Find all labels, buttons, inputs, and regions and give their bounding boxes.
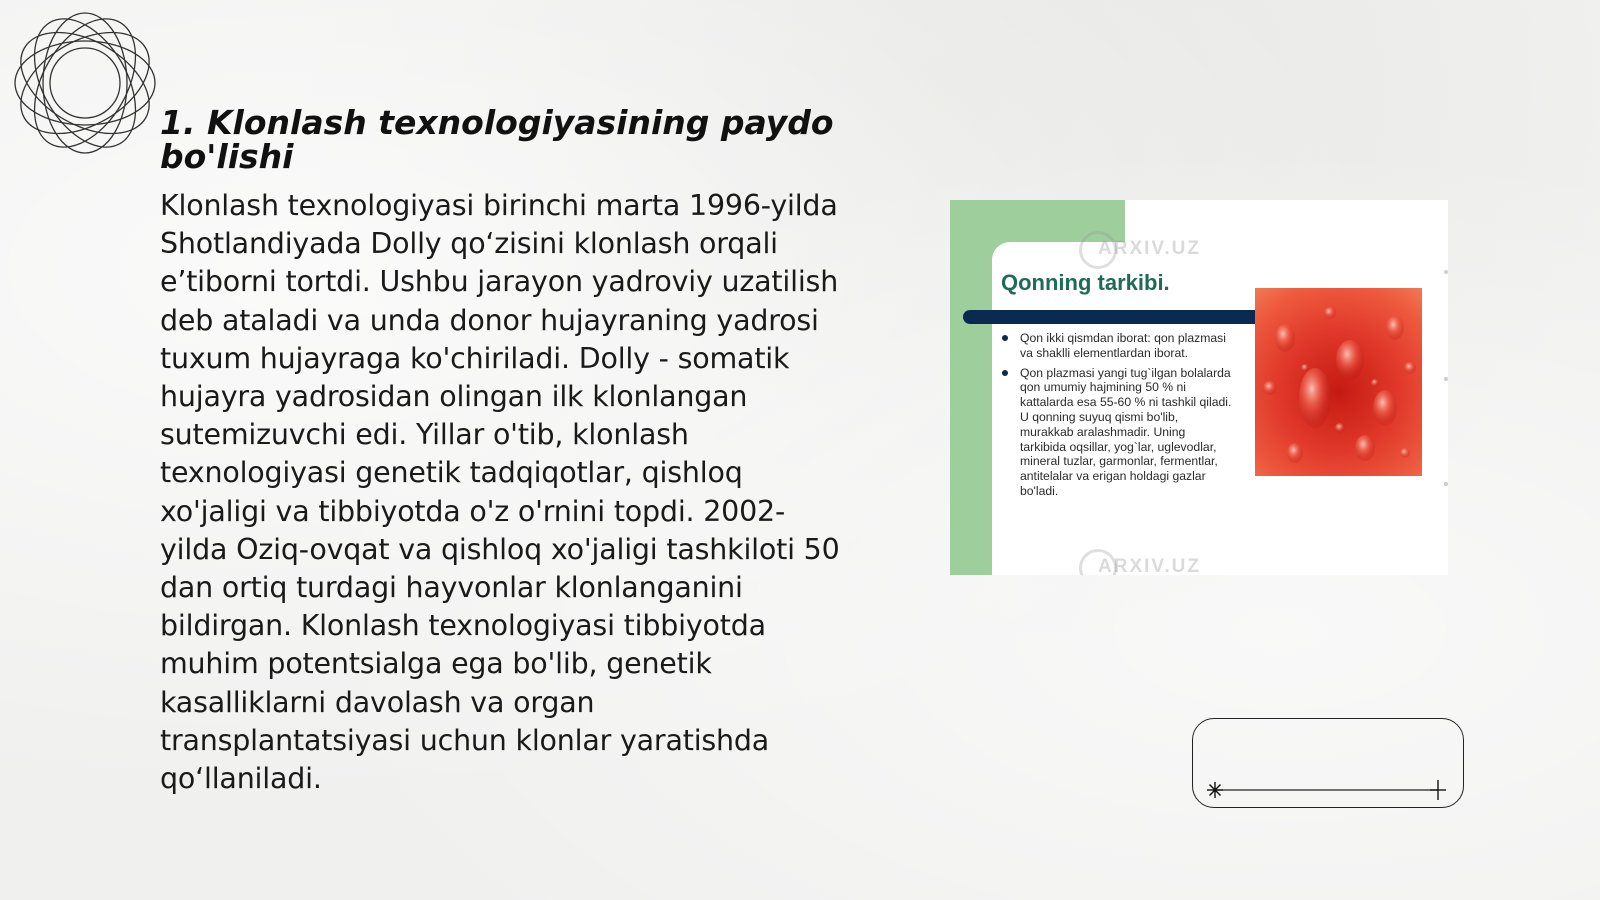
plus-star-icon xyxy=(1430,780,1446,800)
decorative-frame xyxy=(1192,718,1464,808)
slide-edge-dot xyxy=(1444,270,1448,274)
slide-bullet-item xyxy=(1002,366,1234,499)
bullet-dot-icon xyxy=(1002,335,1008,341)
slide-bullet-text: Qon plazmasi yangi tug`ilgan bolalarda qon umumiy hajmining 50 % ni kattalarda esa 55-60 % ni tashkil qiladi. U qonning suyuq qismi bo'lib, murakkab aralashmadir. Uning tarkibida oqsillar, yog`lar, uglevodlar, mineral tuzlar, garmonlar, fermentlar, antitelalar va erigan holdagi gazlar bo'ladi. xyxy=(1020,365,1232,498)
slide-title-bar xyxy=(963,310,1268,324)
page-title: 1. Klonlash texnologiyasining paydo bo'lishi xyxy=(160,103,834,176)
slide-bullet-text: Qon ikki qismdan iborat: qon plazmasi va shaklli elementlardan iborat. xyxy=(1020,331,1226,360)
embedded-slide-image xyxy=(950,200,1448,575)
bullet-dot-icon xyxy=(1002,370,1008,376)
slide-bullet-item xyxy=(1002,331,1234,361)
slide-watermark: ARXIV.UZ xyxy=(1098,238,1201,259)
blood-cells-photo xyxy=(1255,288,1422,476)
slide-edge-dot xyxy=(1444,377,1448,381)
frame-line-decoration xyxy=(1193,719,1465,809)
slide-title: Qonning tarkibi. xyxy=(1001,270,1170,295)
slide-bullet-list xyxy=(1002,331,1234,504)
sparkle-star-icon xyxy=(1207,782,1223,798)
concentric-rings-ornament-icon xyxy=(10,8,160,158)
body-paragraph: Klonlash texnologiyasi birinchi marta 1996-yilda Shotlandiyada Dolly qo‘zisini klonlash orqali e’tiborni tortdi. Ushbu jarayon yadroviy uzatilish deb ataladi va unda donor hujayraning yadrosi tuxum hujayraga ko'chiriladi. Dolly - somatik hujayra yadrosidan olingan ilk klonlangan sutemizuvchi edi. Yillar o'tib, klonlash texnologiyasi genetik tadqiqotlar, qishloq xo'jaligi va tibbiyotda o'z o'rnini topdi. 2002-yilda Oziq-ovqat va qishloq xo'jaligi tashkiloti 50 dan ortiq turdagi hayvonlar klonlanganini bildirgan. Klonlash texnologiyasi tibbiyotda muhim potentsialga ega bo'lib, genetik kasalliklarni davolash va organ transplantatsiyasi uchun klonlar yaratishda qo‘llaniladi. xyxy=(160,189,840,796)
slide-edge-dot xyxy=(1444,482,1448,486)
blood-cells-illustration xyxy=(1255,288,1422,476)
slide-watermark: ARXIV.UZ xyxy=(1098,556,1201,575)
